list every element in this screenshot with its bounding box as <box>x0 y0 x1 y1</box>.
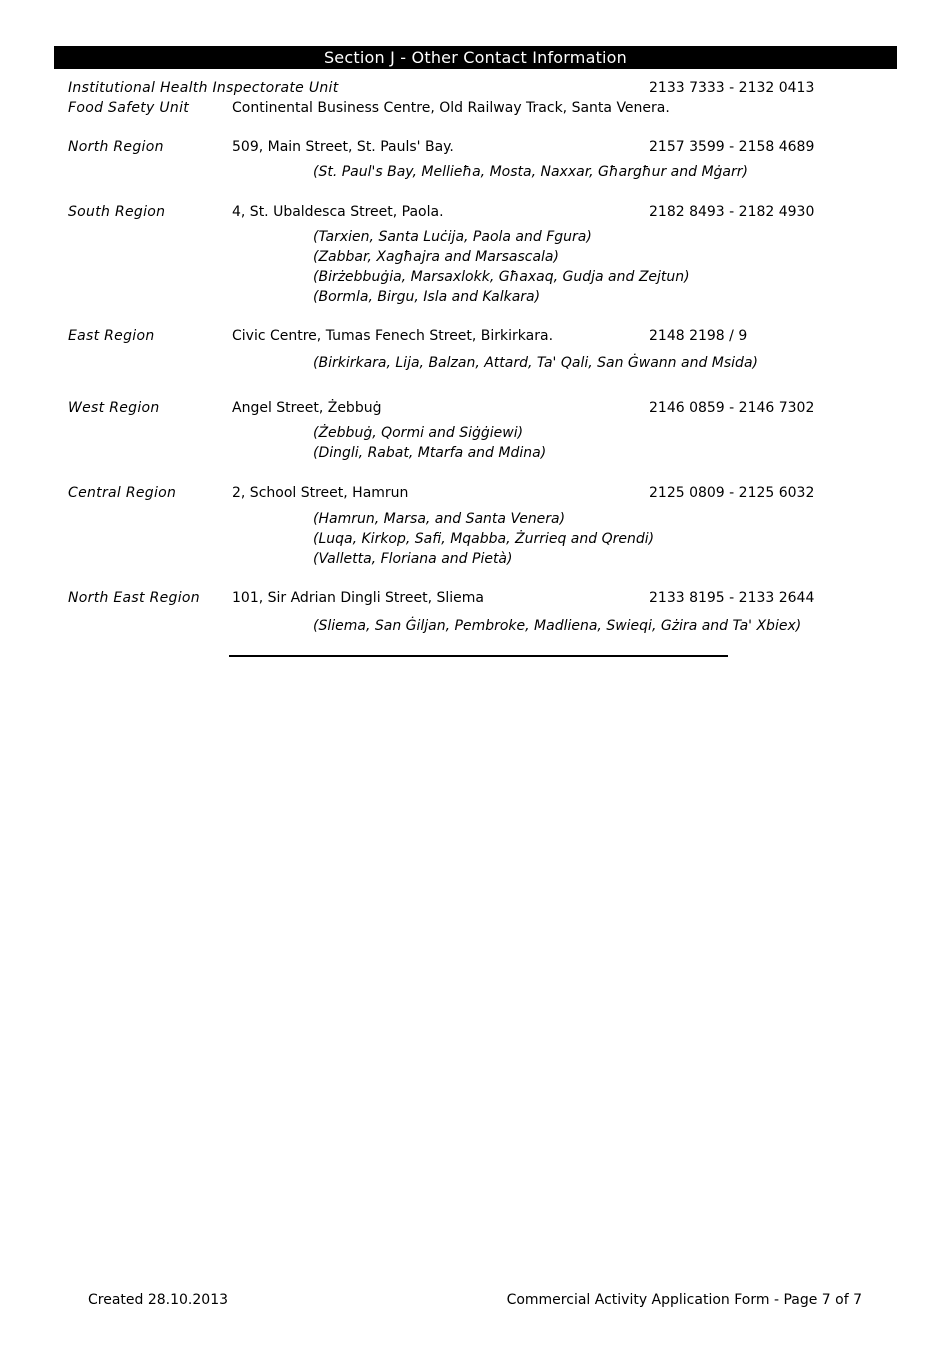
region-area: (Valletta, Floriana and Pietà) <box>313 551 513 567</box>
region-phone: 2133 8195 - 2133 2644 <box>649 590 815 606</box>
region-address: 4, St. Ubaldesca Street, Paola. <box>232 204 444 220</box>
region-area: (Sliema, San Ġiljan, Pembroke, Madliena, Swieqi, Gżira and Ta' Xbiex) <box>313 618 802 634</box>
region-address: 101, Sir Adrian Dingli Street, Sliema <box>232 590 484 606</box>
region-name: West Region <box>68 400 160 416</box>
section-title: Section J - Other Contact Information <box>54 46 897 69</box>
food-safety-unit-label: Food Safety Unit <box>68 100 190 116</box>
footer-created-date: Created 28.10.2013 <box>88 1292 229 1308</box>
food-safety-unit-address: Continental Business Centre, Old Railway Track, Santa Venera. <box>232 100 670 116</box>
region-address: 2, School Street, Hamrun <box>232 485 409 501</box>
region-area: (Hamrun, Marsa, and Santa Venera) <box>313 511 566 527</box>
region-phone: 2146 0859 - 2146 7302 <box>649 400 815 416</box>
region-area: (Bormla, Birgu, Isla and Kalkara) <box>313 289 541 305</box>
region-area: (Birżebbuġia, Marsaxlokk, Għaxaq, Gudja and Zejtun) <box>313 269 690 285</box>
region-area: (Luqa, Kirkop, Safi, Mqabba, Żurrieq and Qrendi) <box>313 531 655 547</box>
region-name: East Region <box>68 328 155 344</box>
region-address: Civic Centre, Tumas Fenech Street, Birkirkara. <box>232 328 554 344</box>
region-name: South Region <box>68 204 166 220</box>
region-phone: 2157 3599 - 2158 4689 <box>649 139 815 155</box>
region-phone: 2125 0809 - 2125 6032 <box>649 485 815 501</box>
divider-line <box>229 655 728 657</box>
region-name: North East Region <box>68 590 200 606</box>
region-area: (St. Paul's Bay, Mellieħa, Mosta, Naxxar, Għargħur and Mġarr) <box>313 164 748 180</box>
region-area: (Dingli, Rabat, Mtarfa and Mdina) <box>313 445 547 461</box>
region-name: North Region <box>68 139 164 155</box>
region-area: (Tarxien, Santa Luċija, Paola and Fgura) <box>313 229 592 245</box>
region-phone: 2182 8493 - 2182 4930 <box>649 204 815 220</box>
footer-page-info: Commercial Activity Application Form - Page 7 of 7 <box>506 1292 862 1308</box>
region-area: (Birkirkara, Lija, Balzan, Attard, Ta' Qali, San Ġwann and Msida) <box>313 355 758 371</box>
region-phone: 2148 2198 / 9 <box>649 328 748 344</box>
region-area: (Zabbar, Xagħajra and Marsascala) <box>313 249 559 265</box>
region-address: Angel Street, Żebbuġ <box>232 400 382 416</box>
region-address: 509, Main Street, St. Pauls' Bay. <box>232 139 454 155</box>
institutional-unit-label: Institutional Health Inspectorate Unit <box>68 80 339 96</box>
region-area: (Żebbuġ, Qormi and Siġġiewi) <box>313 425 524 441</box>
institutional-unit-phone: 2133 7333 - 2132 0413 <box>649 80 815 96</box>
region-name: Central Region <box>68 485 177 501</box>
